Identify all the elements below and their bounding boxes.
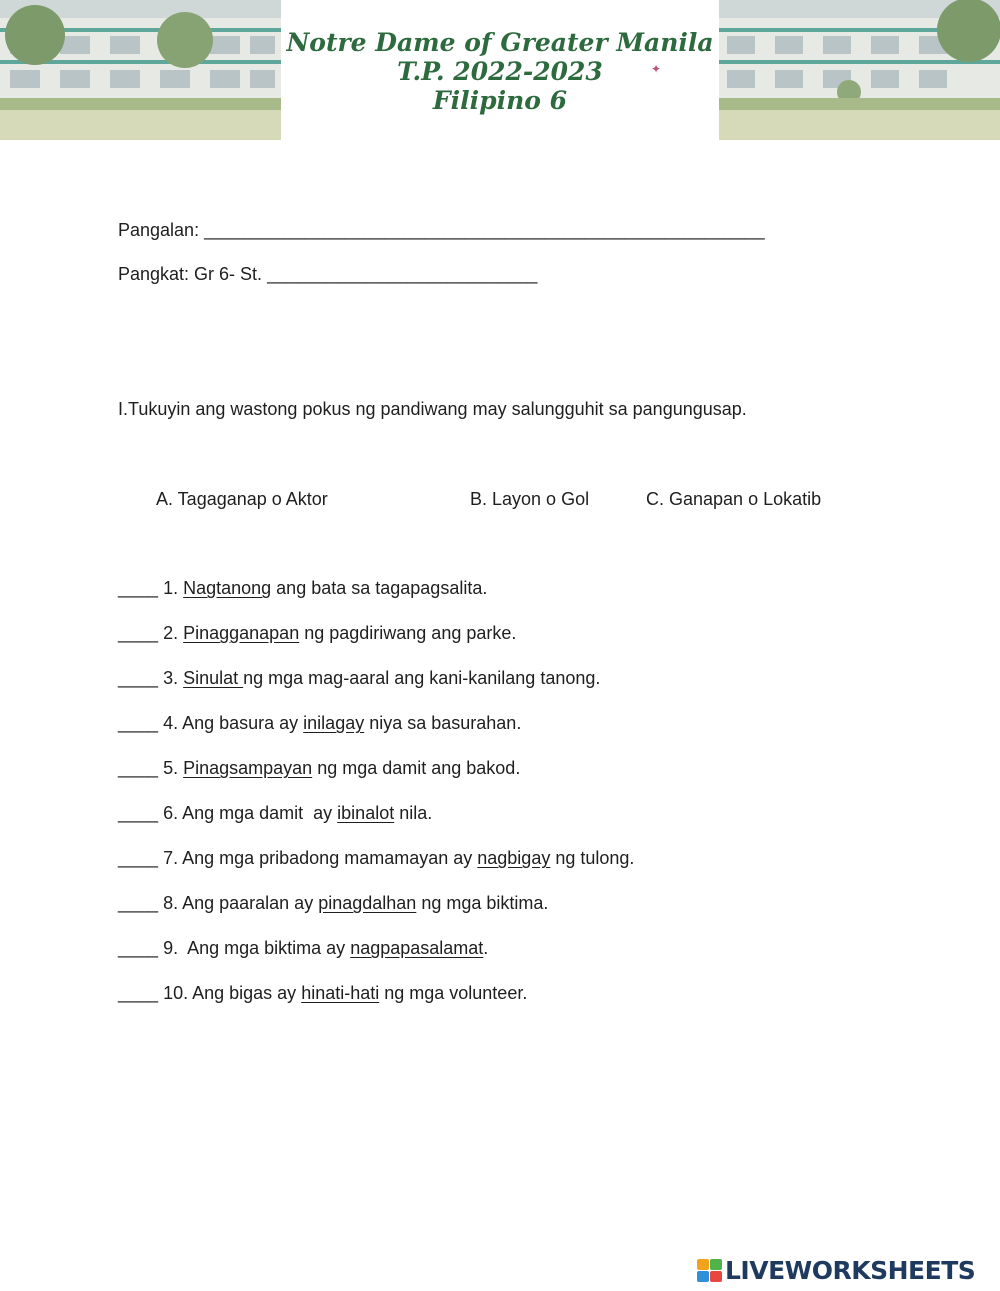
answer-blank[interactable]: ____ xyxy=(118,668,159,688)
school-banner xyxy=(281,0,719,140)
list-item xyxy=(118,577,487,599)
subject-title: Filipino 6 xyxy=(432,86,568,115)
list-item xyxy=(118,937,488,959)
underlined-verb: hinati-hati xyxy=(301,983,380,1003)
item-text-after: ang bata sa tagapagsalita. xyxy=(271,578,488,598)
underlined-verb: nagpapasalamat xyxy=(350,938,484,958)
underlined-verb: nagbigay xyxy=(477,848,551,868)
underlined-verb: inilagay xyxy=(303,713,365,733)
item-text-before: Ang basura ay xyxy=(182,713,304,733)
answer-blank[interactable]: ____ xyxy=(118,848,159,868)
school-year: T.P. 2022-2023 xyxy=(397,57,603,86)
item-text-before: Ang paaralan ay xyxy=(182,893,319,913)
answer-blank[interactable]: ____ xyxy=(118,713,159,733)
sparkle-icon: ✦ xyxy=(651,62,662,76)
item-text-after: ng mga damit ang bakod. xyxy=(312,758,521,778)
item-text-after: niya sa basurahan. xyxy=(364,713,522,733)
underlined-verb: Nagtanong xyxy=(183,578,272,598)
name-label: Pangalan: xyxy=(118,220,200,240)
item-text-after: ng tulong. xyxy=(550,848,635,868)
item-number: 8. xyxy=(163,893,179,913)
answer-blank[interactable]: ____ xyxy=(118,758,159,778)
choice-c: C. Ganapan o Lokatib xyxy=(646,489,822,509)
list-item xyxy=(118,892,548,914)
item-number: 5. xyxy=(163,758,179,778)
underlined-verb: pinagdalhan xyxy=(318,893,417,913)
instruction: I.Tukuyin ang wastong pokus ng pandiwang may salungguhit sa pangungusap. xyxy=(118,399,747,419)
list-item xyxy=(118,712,521,734)
answer-blank[interactable]: ____ xyxy=(118,578,159,598)
underlined-verb: Sinulat xyxy=(183,668,244,688)
item-number: 9. xyxy=(163,938,179,958)
list-item xyxy=(118,622,516,644)
list-item xyxy=(118,982,527,1004)
answer-blank[interactable]: ____ xyxy=(118,623,159,643)
list-item xyxy=(118,802,432,824)
logo-text: LIVEWORKSHEETS xyxy=(725,1256,976,1285)
item-number: 1. xyxy=(163,578,179,598)
answer-blank[interactable]: ____ xyxy=(118,893,159,913)
item-text-after: ng mga biktima. xyxy=(416,893,549,913)
underlined-verb: ibinalot xyxy=(337,803,395,823)
item-text-before: Ang mga biktima ay xyxy=(183,938,351,958)
list-item xyxy=(118,847,634,869)
choice-a: A. Tagaganap o Aktor xyxy=(156,489,328,509)
section-row xyxy=(118,263,537,285)
item-number: 7. xyxy=(163,848,179,868)
item-number: 6. xyxy=(163,803,179,823)
underlined-verb: Pinagsampayan xyxy=(183,758,313,778)
choice-b: B. Layon o Gol xyxy=(470,489,590,509)
name-input-line[interactable]: ________________________________________________________ xyxy=(204,220,765,240)
item-number: 10. xyxy=(163,983,189,1003)
answer-blank[interactable]: ____ xyxy=(118,938,159,958)
underlined-verb: Pinagganapan xyxy=(183,623,300,643)
item-text-after: ng pagdiriwang ang parke. xyxy=(299,623,517,643)
worksheet-header xyxy=(0,0,1000,140)
item-number: 3. xyxy=(163,668,179,688)
item-text-after: ng mga volunteer. xyxy=(379,983,528,1003)
list-item xyxy=(118,757,520,779)
section-label: Pangkat: Gr 6- St. xyxy=(118,264,263,284)
answer-blank[interactable]: ____ xyxy=(118,983,159,1003)
item-number: 2. xyxy=(163,623,179,643)
school-name: Notre Dame of Greater Manila xyxy=(286,28,714,57)
answer-blank[interactable]: ____ xyxy=(118,803,159,823)
list-item xyxy=(118,667,600,689)
logo-blocks-icon xyxy=(697,1259,723,1283)
item-number: 4. xyxy=(163,713,179,733)
item-text-before: Ang mga damit ay xyxy=(182,803,338,823)
name-row xyxy=(118,219,765,241)
school-building-photo-right xyxy=(719,0,1000,140)
item-text-before: Ang bigas ay xyxy=(192,983,302,1003)
item-text-after: nila. xyxy=(394,803,433,823)
school-building-photo-left xyxy=(0,0,281,140)
item-text-after: ng mga mag-aaral ang kani-kanilang tanong. xyxy=(243,668,601,688)
section-input-line[interactable]: ___________________________ xyxy=(267,264,538,284)
item-text-after: . xyxy=(483,938,489,958)
item-text-before: Ang mga pribadong mamamayan ay xyxy=(182,848,478,868)
